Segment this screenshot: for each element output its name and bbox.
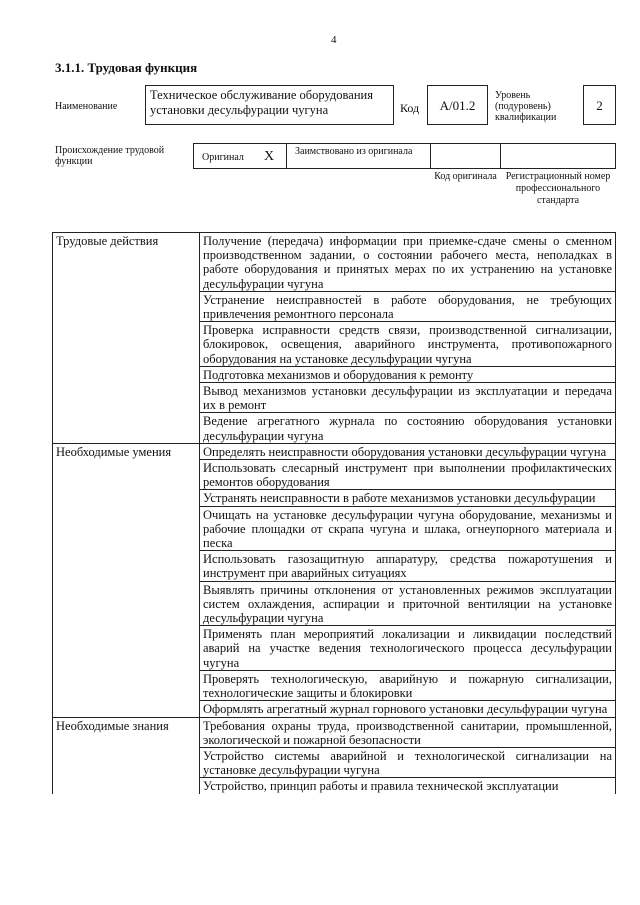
table-row xyxy=(53,233,616,292)
level-label: Уровень (подуровень) квалификации xyxy=(495,90,557,123)
table-cell: Подготовка механизмов и оборудования к ремонту xyxy=(200,366,616,382)
borrowed-box xyxy=(286,143,431,169)
table-cell: Устранять неисправности в работе механизмов установки десульфурации xyxy=(200,490,616,506)
table-cell: Определять неисправности оборудования установки десульфурации чугуна xyxy=(200,443,616,459)
labor-function-table xyxy=(52,232,616,794)
reg-number-caption: Регистрационный номер профессионального стандарта xyxy=(505,171,611,206)
code-original-box xyxy=(430,143,501,169)
original-box xyxy=(193,143,287,169)
category-cell: Необходимые знания xyxy=(53,717,200,794)
original-label: Оригинал xyxy=(202,152,244,163)
table-cell: Устранение неисправностей в работе оборудования, не требующих привлечения ремонтного персонала xyxy=(200,291,616,321)
table-cell: Вывод механизмов установки десульфурации из эксплуатации и передача их в ремонт xyxy=(200,383,616,413)
reg-number-box xyxy=(500,143,616,169)
section-title: 3.1.1. Трудовая функция xyxy=(55,60,198,75)
origin-label: Происхождение трудовой функции xyxy=(55,145,165,167)
code-value-box xyxy=(427,85,488,125)
code-original-caption: Код оригинала xyxy=(434,171,497,182)
table-cell: Выявлять причины отклонения от установленных режимов эксплуатации систем охлаждения, аспирации и приточной вентиляции на установке десульфурации чугуна xyxy=(200,581,616,626)
code-value: А/01.2 xyxy=(439,98,476,113)
table-cell: Проверка исправности средств связи, производственной сигнализации, блокировок, освещения, аварийного инструмента, противопожарного оборудования на установке десульфурации чугуна xyxy=(200,322,616,367)
table-cell: Получение (передача) информации при приемке-сдаче смены о сменном производственном задании, о состоянии рабочего места, неполадках в работе оборудования и принятых мерах по их устранению на установке десульфурации чугуна xyxy=(200,233,616,292)
table-cell: Устройство, принцип работы и правила технической эксплуатации xyxy=(200,778,616,794)
table-row xyxy=(53,443,616,459)
original-mark: X xyxy=(264,149,275,164)
table-cell: Использовать газозащитную аппаратуру, средства пожаротушения и инструмент при аварийных ситуациях xyxy=(200,551,616,581)
table-cell: Очищать на установке десульфурации чугуна оборудование, механизмы и рабочие площадки от скрапа чугуна и шлака, огнеупорного материала и песка xyxy=(200,506,616,551)
level-value-box xyxy=(583,85,616,125)
name-label: Наименование xyxy=(55,101,118,112)
table-cell: Требования охраны труда, производственной санитарии, промышленной, экологической и пожарной безопасности xyxy=(200,717,616,747)
table-cell: Применять план мероприятий локализации и ликвидации последствий аварий на участке ведения технологического процесса десульфурации чугуна xyxy=(200,626,616,671)
table-row xyxy=(53,717,616,747)
category-cell: Необходимые умения xyxy=(53,443,200,717)
table-cell: Использовать слесарный инструмент при выполнении профилактических ремонтов оборудования xyxy=(200,460,616,490)
borrowed-label: Заимствовано из оригинала xyxy=(295,146,413,157)
table-cell: Ведение агрегатного журнала по состоянию оборудования установки десульфурации чугуна xyxy=(200,413,616,443)
table-cell: Оформлять агрегатный журнал горнового установки десульфурации чугуна xyxy=(200,701,616,717)
name-value: Техническое обслуживание оборудования установки десульфурации чугуна xyxy=(150,88,373,117)
table-cell: Проверять технологическую, аварийную и пожарную сигнализации, технологические защиты и блокировки xyxy=(200,670,616,700)
page-number: 4 xyxy=(331,34,337,46)
level-value: 2 xyxy=(596,98,603,113)
category-cell: Трудовые действия xyxy=(53,233,200,444)
table-cell: Устройство системы аварийной и технологической сигнализации на установке десульфурации чугуна xyxy=(200,747,616,777)
code-label: Код xyxy=(400,101,420,115)
name-value-box xyxy=(145,85,394,125)
